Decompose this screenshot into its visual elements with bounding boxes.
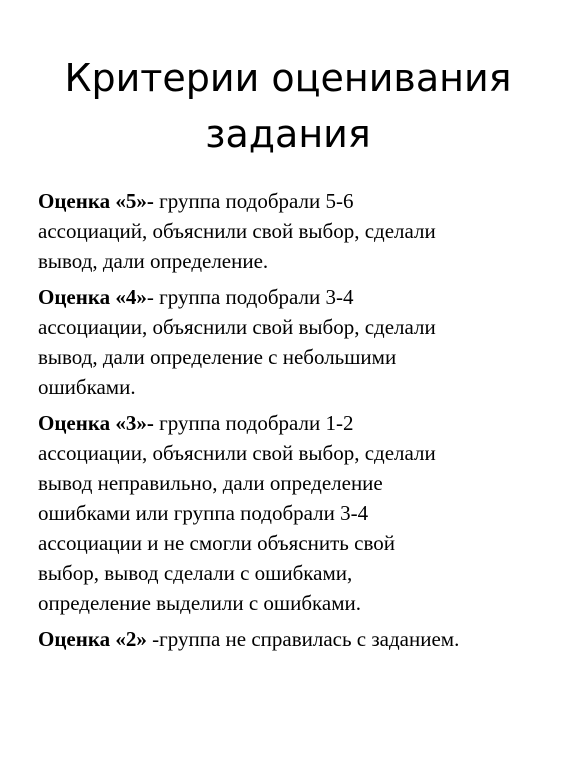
criterion-line: ошибками. xyxy=(38,375,136,399)
criterion-line: вывод, дали определение с небольшими xyxy=(38,345,397,369)
criterion-text: - группа подобрали 3-4 xyxy=(146,285,354,309)
criterion-line: вывод, дали определение. xyxy=(38,249,269,273)
criterion-line: ассоциации и не смогли объяснить свой xyxy=(38,531,395,555)
criterion-line: определение выделили с ошибками. xyxy=(38,591,361,615)
slide-title xyxy=(0,50,576,162)
criterion-text: группа подобрали 1-2 xyxy=(153,411,354,435)
slide-title-line-1: Критерии оценивания xyxy=(64,56,512,100)
criterion-line: ассоциации, объяснили свой выбор, сделали xyxy=(38,315,436,339)
slide-title-line-2: задания xyxy=(205,112,371,156)
criterion-line xyxy=(38,624,554,654)
criterion-grade-3 xyxy=(38,408,554,618)
criterion-text: группа подобрали 5-6 xyxy=(153,189,354,213)
grade-label: Оценка «4» xyxy=(38,285,147,309)
criterion-line xyxy=(38,282,554,312)
grade-label: Оценка «2» xyxy=(38,627,147,651)
criterion-grade-4 xyxy=(38,282,554,402)
criterion-line: выбор, вывод сделали с ошибками, xyxy=(38,561,353,585)
criterion-line: ассоциаций, объяснили свой выбор, сделали xyxy=(38,219,436,243)
criterion-grade-5 xyxy=(38,186,554,276)
grade-label: Оценка «3»- xyxy=(38,411,154,435)
criterion-line xyxy=(38,186,554,216)
grade-label: Оценка «5»- xyxy=(38,189,154,213)
criterion-line: ошибками или группа подобрали 3-4 xyxy=(38,501,369,525)
criterion-line: вывод неправильно, дали определение xyxy=(38,471,383,495)
criterion-line xyxy=(38,408,554,438)
criterion-grade-2 xyxy=(38,624,554,654)
criterion-line: ассоциации, объяснили свой выбор, сделали xyxy=(38,441,436,465)
criteria-list xyxy=(38,186,554,660)
criterion-text: -группа не справилась с заданием. xyxy=(146,627,460,651)
